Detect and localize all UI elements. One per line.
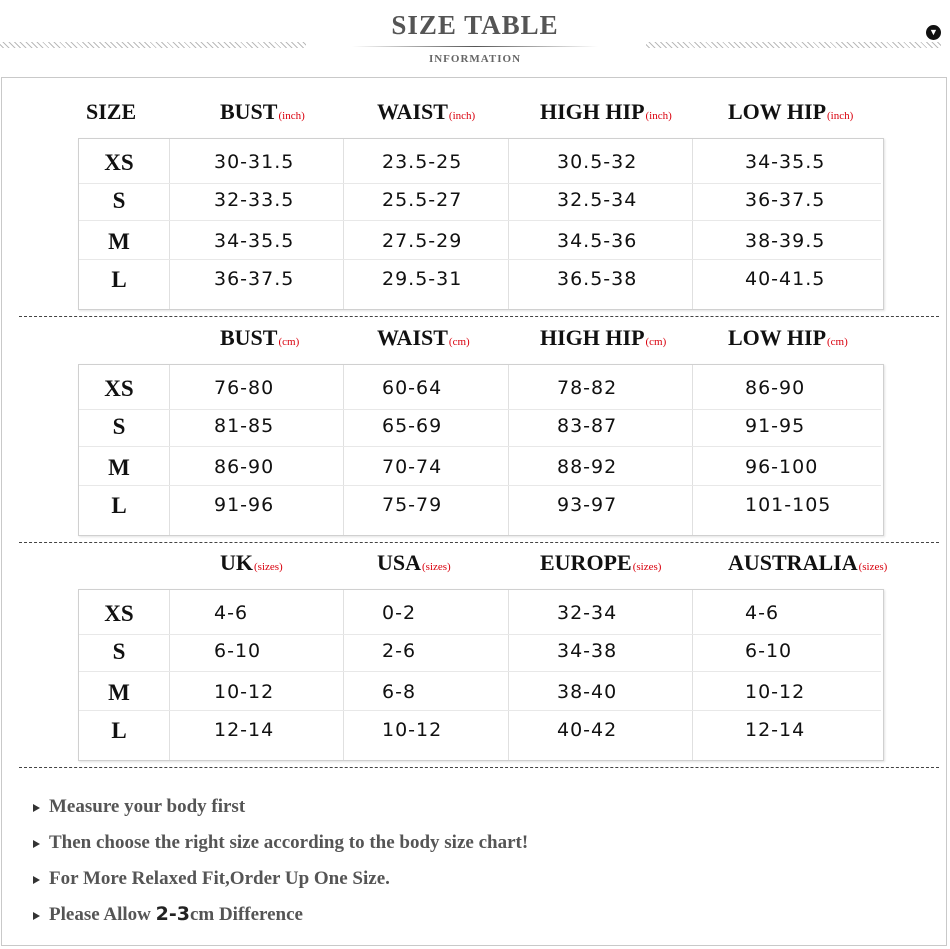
- column-label: BUST: [220, 99, 278, 124]
- column-divider: [692, 139, 693, 309]
- table-cell: 32-34: [557, 602, 618, 624]
- table-cell: 86-90: [214, 456, 275, 478]
- size-label: S: [112, 188, 126, 213]
- column-unit: (inch): [278, 110, 305, 122]
- section-divider: [19, 316, 939, 317]
- note-difference: [33, 903, 303, 926]
- table-cell: 6-10: [745, 640, 793, 662]
- table-cell: 10-12: [382, 719, 443, 741]
- note-relaxed-fit: [33, 868, 390, 890]
- table-cell: 86-90: [745, 377, 806, 399]
- column-divider: [169, 590, 170, 760]
- column-divider: [343, 365, 344, 535]
- arrow-right-icon: [33, 876, 40, 884]
- size-label: L: [111, 267, 127, 292]
- column-unit: (inch): [448, 110, 476, 122]
- size-label: XS: [104, 150, 134, 175]
- column-divider: [508, 365, 509, 535]
- arrow-right-icon: [33, 912, 40, 920]
- table-cell: 10-12: [745, 681, 806, 703]
- table-cell: 75-79: [382, 494, 443, 516]
- table-cell: 25.5-27: [382, 189, 463, 211]
- page-subtitle: INFORMATION: [428, 53, 522, 65]
- column-label: AUSTRALIA: [728, 550, 858, 575]
- table-cell: 36-37.5: [745, 189, 826, 211]
- table-cell: 38-39.5: [745, 230, 826, 252]
- table-cell: 70-74: [382, 456, 443, 478]
- table-cell: 60-64: [382, 377, 443, 399]
- table-cell: 96-100: [745, 456, 819, 478]
- column-label: LOW HIP: [728, 99, 827, 124]
- column-header: [377, 99, 475, 125]
- column-unit: (cm): [448, 336, 470, 348]
- column-header: [220, 325, 299, 351]
- table-cell: 34-38: [557, 640, 618, 662]
- note-measure: [33, 796, 245, 818]
- column-header: [728, 99, 853, 125]
- size-label: L: [111, 718, 127, 743]
- row-divider: [79, 485, 881, 486]
- table-cell: 6-8: [382, 681, 417, 703]
- column-header: [220, 550, 283, 576]
- column-unit: (inch): [827, 110, 854, 122]
- note-text: cm Difference: [189, 904, 303, 925]
- column-header: [540, 99, 672, 125]
- column-label: WAIST: [377, 99, 448, 124]
- note-text: Measure your body first: [49, 796, 246, 817]
- table-cell: 40-42: [557, 719, 618, 741]
- table-cell: 93-97: [557, 494, 618, 516]
- column-divider: [692, 365, 693, 535]
- column-header: [540, 550, 661, 576]
- header-zigzag-right: [646, 42, 941, 48]
- table-cell: 23.5-25: [382, 151, 463, 173]
- row-divider: [79, 634, 881, 635]
- column-unit: (sizes): [632, 561, 662, 573]
- column-unit: (cm): [645, 336, 667, 348]
- column-label: USA: [377, 550, 422, 575]
- column-divider: [692, 590, 693, 760]
- column-unit: (cm): [827, 336, 848, 348]
- header-rule: [352, 46, 598, 47]
- column-divider: [343, 590, 344, 760]
- column-label: HIGH HIP: [540, 325, 645, 350]
- column-divider: [508, 590, 509, 760]
- column-header: [377, 550, 451, 576]
- column-label: LOW HIP: [728, 325, 827, 350]
- column-divider: [508, 139, 509, 309]
- table-cell: 30.5-32: [557, 151, 638, 173]
- table-cell: 27.5-29: [382, 230, 463, 252]
- table-cell: 65-69: [382, 415, 443, 437]
- table-cell: 36.5-38: [557, 268, 638, 290]
- table-cell: 32-33.5: [214, 189, 295, 211]
- column-divider: [343, 139, 344, 309]
- arrow-right-icon: [33, 804, 40, 812]
- table-cell: 32.5-34: [557, 189, 638, 211]
- row-divider: [79, 671, 881, 672]
- size-column-header: SIZE: [86, 99, 137, 124]
- table-cell: 12-14: [214, 719, 275, 741]
- table-cell: 2-6: [382, 640, 417, 662]
- note-choose: [33, 832, 528, 854]
- column-label: WAIST: [377, 325, 448, 350]
- row-divider: [79, 409, 881, 410]
- table-cell: 4-6: [214, 602, 249, 624]
- row-divider: [79, 259, 881, 260]
- note-highlight: 2-3: [155, 903, 190, 925]
- column-header: [377, 325, 470, 351]
- row-divider: [79, 183, 881, 184]
- table-cell: 34-35.5: [745, 151, 826, 173]
- table-cell: 88-92: [557, 456, 618, 478]
- row-divider: [79, 446, 881, 447]
- size-label: S: [112, 414, 126, 439]
- header-zigzag-left: [0, 42, 306, 48]
- table-cell: 34.5-36: [557, 230, 638, 252]
- table-cell: 29.5-31: [382, 268, 463, 290]
- column-header: [220, 99, 305, 125]
- page-title: SIZE TABLE: [391, 10, 559, 40]
- table-cell: 83-87: [557, 415, 618, 437]
- column-label: EUROPE: [540, 550, 632, 575]
- section-divider: [19, 542, 939, 543]
- table-cell: 91-95: [745, 415, 806, 437]
- table-cell: 6-10: [214, 640, 262, 662]
- table-cell: 91-96: [214, 494, 275, 516]
- column-unit: (sizes): [422, 561, 451, 573]
- chevron-down-icon[interactable]: ▼: [926, 25, 941, 40]
- column-unit: (sizes): [254, 561, 283, 573]
- table-cell: 38-40: [557, 681, 618, 703]
- table-cell: 78-82: [557, 377, 618, 399]
- note-text: Please Allow: [49, 904, 156, 925]
- table-cell: 36-37.5: [214, 268, 295, 290]
- size-label: S: [112, 639, 126, 664]
- table-cell: 30-31.5: [214, 151, 295, 173]
- column-unit: (inch): [645, 110, 672, 122]
- row-divider: [79, 710, 881, 711]
- table-cell: 76-80: [214, 377, 275, 399]
- column-unit: (sizes): [858, 561, 888, 573]
- note-text: Then choose the right size according to the body size chart!: [49, 832, 529, 853]
- table-cell: 34-35.5: [214, 230, 295, 252]
- row-divider: [79, 220, 881, 221]
- column-header: [540, 325, 666, 351]
- table-cell: 0-2: [382, 602, 417, 624]
- table-cell: 12-14: [745, 719, 806, 741]
- size-label: XS: [104, 376, 134, 401]
- arrow-right-icon: [33, 840, 40, 848]
- size-label: M: [108, 455, 130, 480]
- section-divider: [19, 767, 939, 768]
- column-label: UK: [220, 550, 253, 575]
- column-label: BUST: [220, 325, 278, 350]
- column-unit: (cm): [278, 336, 300, 348]
- table-cell: 101-105: [745, 494, 832, 516]
- column-header: [728, 550, 887, 576]
- table-cell: 10-12: [214, 681, 275, 703]
- column-divider: [169, 365, 170, 535]
- size-label: XS: [104, 601, 134, 626]
- table-cell: 40-41.5: [745, 268, 826, 290]
- table-cell: 4-6: [745, 602, 780, 624]
- column-header: [728, 325, 848, 351]
- size-label: M: [108, 680, 130, 705]
- column-divider: [169, 139, 170, 309]
- table-cell: 81-85: [214, 415, 275, 437]
- size-label: L: [111, 493, 127, 518]
- note-text: For More Relaxed Fit,Order Up One Size.: [49, 868, 390, 889]
- column-label: HIGH HIP: [540, 99, 645, 124]
- size-label: M: [108, 229, 130, 254]
